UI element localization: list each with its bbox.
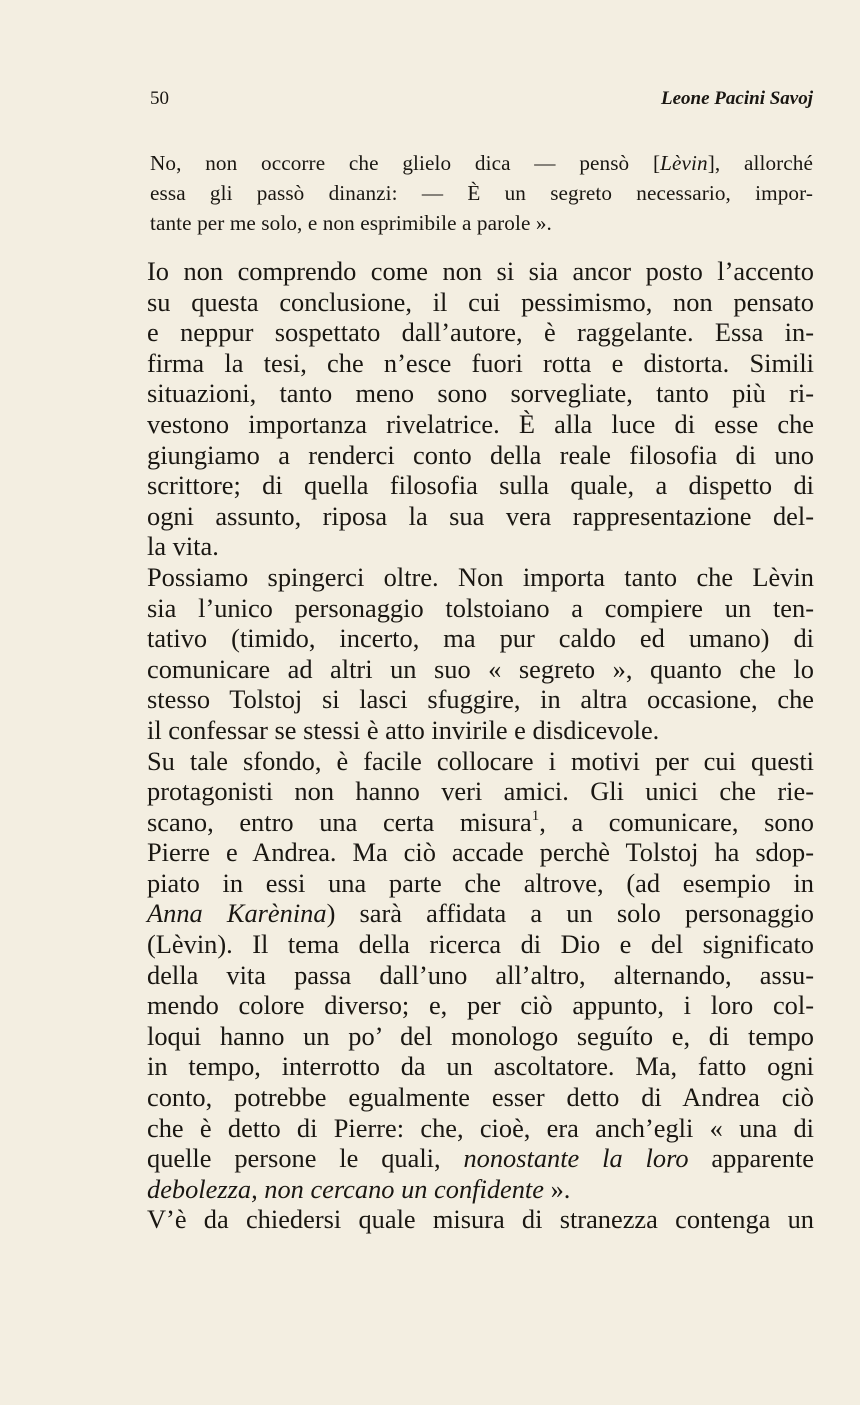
text-line: [147, 470, 814, 501]
text-line: [147, 317, 814, 348]
text-run: apparente: [688, 1143, 814, 1174]
text-line: [147, 746, 814, 777]
text-run: mendo colore diverso; e, per ciò appunto, i loro col-: [147, 990, 814, 1021]
text-run: scano, entro una certa misura: [147, 806, 532, 837]
text-run: piato in essi una parte che altrove, (ad esempio in: [147, 867, 814, 898]
text-run: stesso Tolstoj si lasci sfuggire, in altra occasione, che: [147, 684, 814, 715]
text-line: [147, 898, 814, 929]
text-run: V’è da chiedersi quale misura di stranezza contenga un: [147, 1204, 814, 1235]
text-run: scrittore; di quella filosofia sulla quale, a dispetto di: [147, 470, 814, 501]
text-run: la vita.: [147, 531, 219, 562]
text-run: su questa conclusione, il cui pessimismo, non pensato: [147, 286, 814, 317]
text-line: [147, 501, 814, 532]
text-line: [147, 256, 814, 287]
text-run: ».: [543, 1173, 571, 1204]
text-run: essa gli passò dinanzi: — È un segreto necessario, impor-: [150, 181, 813, 205]
text-line: [147, 776, 814, 807]
text-run: Possiamo spingerci oltre. Non importa tanto che Lèvin: [147, 561, 814, 592]
text-line: [147, 562, 814, 593]
text-line: [147, 654, 814, 685]
text-line: [147, 287, 814, 318]
text-run: ) sarà affidata a un solo personaggio: [326, 898, 814, 929]
text-line: [147, 1143, 814, 1174]
text-run: loqui hanno un po’ del monologo seguíto e, di tempo: [147, 1020, 814, 1051]
italic-run: Lèvin: [660, 151, 708, 175]
text-run: (Lèvin). Il tema della ricerca di Dio e del significato: [147, 929, 814, 960]
running-head: Leone Pacini Savoj: [661, 88, 813, 109]
text-run: tante per me solo, e non esprimibile a parole ».: [150, 211, 552, 235]
text-run: il confessar se stessi è atto invirile e disdicevole.: [147, 714, 660, 745]
text-line: [147, 1113, 814, 1144]
text-line: [147, 929, 814, 960]
text-run: in tempo, interrotto da un ascoltatore. Ma, fatto ogni: [147, 1051, 814, 1082]
text-run: sia l’unico personaggio tolstoiano a compiere un ten-: [147, 592, 814, 623]
text-line: [150, 148, 813, 178]
body-text: [147, 256, 814, 1235]
page-header: [150, 88, 813, 114]
text-line: [147, 440, 814, 471]
text-line: [147, 1174, 814, 1205]
text-run: firma la tesi, che n’esce fuori rotta e distorta. Simili: [147, 347, 814, 378]
text-run: tativo (timido, incerto, ma pur caldo ed umano) di: [147, 623, 814, 654]
text-run: Io non comprendo come non si sia ancor posto l’accento: [147, 256, 814, 286]
italic-run: nonostante la loro: [463, 1143, 689, 1174]
text-line: [147, 348, 814, 379]
text-line: [150, 178, 813, 208]
text-line: [147, 1204, 814, 1235]
text-line: [147, 868, 814, 899]
text-run: giungiamo a renderci conto della reale filosofia di uno: [147, 439, 814, 470]
text-line: [147, 684, 814, 715]
text-line: [147, 1082, 814, 1113]
text-run: comunicare ad altri un suo « segreto », quanto che lo: [147, 653, 814, 684]
text-run: protagonisti non hanno veri amici. Gli unici che rie-: [147, 776, 814, 807]
text-line: [147, 715, 814, 746]
text-run: No, non occorre che glielo dica — pensò [: [150, 151, 661, 175]
text-line: [147, 1051, 814, 1082]
quoted-passage: [150, 148, 813, 238]
text-run: situazioni, tanto meno sono sorvegliate, tanto più ri-: [147, 378, 814, 409]
italic-run: Anna Karènina: [147, 898, 327, 929]
text-run: e neppur sospettato dall’autore, è raggelante. Essa in-: [147, 317, 814, 348]
footnote-reference: 1: [531, 807, 540, 824]
text-run: ], allorché: [707, 151, 813, 175]
text-line: [147, 990, 814, 1021]
text-line: [147, 593, 814, 624]
text-line: [147, 837, 814, 868]
text-line: [150, 208, 813, 238]
text-line: [147, 409, 814, 440]
page-number: 50: [150, 88, 169, 109]
text-run: conto, potrebbe egualmente esser detto di Andrea ciò: [147, 1082, 814, 1113]
text-run: della vita passa dall’uno all’altro, alternando, assu-: [147, 959, 814, 990]
text-run: ogni assunto, riposa la sua vera rappresentazione del-: [147, 500, 814, 531]
italic-run: debolezza, non cercano un confidente: [147, 1173, 544, 1204]
text-line: [147, 960, 814, 991]
text-line: [147, 1021, 814, 1052]
text-run: Pierre e Andrea. Ma ciò accade perchè Tolstoj ha sdop-: [147, 837, 814, 868]
text-line: [147, 807, 814, 838]
text-run: vestono importanza rivelatrice. È alla luce di esse che: [147, 408, 814, 439]
text-line: [147, 623, 814, 654]
text-line: [147, 378, 814, 409]
text-run: che è detto di Pierre: che, cioè, era anch’egli « una di: [147, 1112, 814, 1143]
text-run: , a comunicare, sono: [539, 806, 814, 837]
text-line: [147, 531, 814, 562]
text-run: Su tale sfondo, è facile collocare i motivi per cui questi: [147, 745, 814, 776]
text-run: quelle persone le quali,: [147, 1143, 464, 1174]
